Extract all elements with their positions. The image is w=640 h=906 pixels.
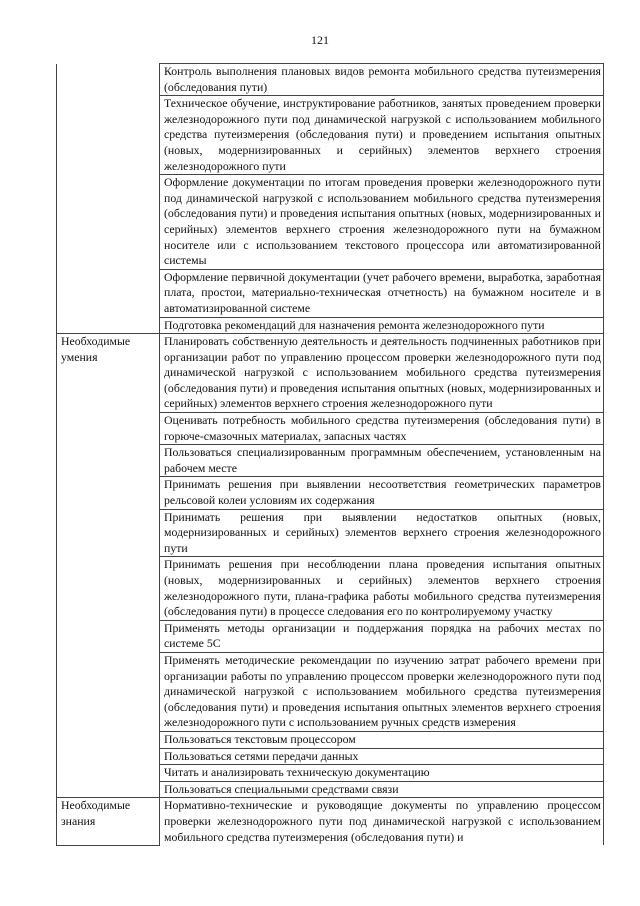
requirement-item: Оформление документации по итогам проведения проверки железнодорожного пути под динамической нагрузкой с использованием мобильного средства путеизмерения (обследования пути) и проведения испытания опытных (новых, модернизированных и серийных) элементов верхнего строения железнодорожного пути на бумажном носителе или с использованием текстового процессора или автоматизированной системы [160,175,604,270]
requirement-item: Читать и анализировать техническую документацию [160,765,604,782]
page-number: 121 [311,33,329,47]
requirement-item: Контроль выполнения плановых видов ремонта мобильного средства путеизмерения (обследования пути) [160,64,604,96]
requirement-item: Планировать собственную деятельность и деятельность подчиненных работников при организации работ по управлению процессом проверки железнодорожного пути под динамической нагрузкой с использованием мобильного средства путеизмерения (обследования пути) и проведения испытания опытных (новых, модернизированных и серийных) элементов верхнего строения железнодорожного пути [160,334,604,413]
requirement-item: Оценивать потребность мобильного средства путеизмерения (обследования пути) в горюче-смазочных материалах, запасных частях [160,413,604,445]
requirement-item: Пользоваться специальными средствами связи [160,781,604,798]
requirement-item: Техническое обучение, инструктирование работников, занятых проведением проверки железнодорожного пути под динамической нагрузкой с использованием мобильного средства путеизмерения (обследования пути) и проведением испытания опытных (новых, модернизированных и серийных) элементов верхнего строения железнодорожного пути [160,96,604,175]
requirement-item: Принимать решения при выявлении недостатков опытных (новых, модернизированных и серийных) элементов верхнего строения железнодорожного пути [160,509,604,557]
requirement-item: Оформление первичной документации (учет рабочего времени, выработка, заработная плата, простои, материально-техническая отчетность) на бумажном носителе и в автоматизированной системе [160,269,604,317]
requirement-item: Нормативно-технические и руководящие документы по управлению процессом проверки железнодорожного пути под динамической нагрузкой с использованием мобильного средства путеизмерения (обследования пути) и [160,798,604,845]
table-row [57,64,604,96]
requirement-item: Пользоваться специализированным программным обеспечением, установленным на рабочем месте [160,445,604,477]
requirement-item: Принимать решения при выявлении несоответствия геометрических параметров рельсовой колеи условиям их содержания [160,477,604,509]
requirement-item: Применять методы организации и поддержания порядка на рабочих местах по системе 5С [160,620,604,652]
requirement-item: Пользоваться сетями передачи данных [160,748,604,765]
section-label [57,64,160,334]
requirement-item: Применять методические рекомендации по изучению затрат рабочего времени при организации работы по управлению процессом проверки железнодорожного пути под динамической нагрузкой с использованием мобильного средства путеизмерения (обследования пути) и проведения испытания опытных элементов верхнего строения железнодорожного пути с использованием ручных средств измерения [160,652,604,731]
table-row [57,334,604,413]
requirements-table [56,63,604,846]
section-label: Необходимые знания [57,798,160,845]
requirement-item: Принимать решения при несоблюдении плана проведения испытания опытных (новых, модернизированных и серийных) элементов верхнего строения железнодорожного пути, плана-графика работы мобильного средства путеизмерения (обследования пути) в процессе следования его по контролируемому участку [160,557,604,620]
requirement-item: Пользоваться текстовым процессором [160,731,604,748]
requirement-item: Подготовка рекомендаций для назначения ремонта железнодорожного пути [160,317,604,334]
table-row [57,798,604,845]
section-label: Необходимые умения [57,334,160,798]
